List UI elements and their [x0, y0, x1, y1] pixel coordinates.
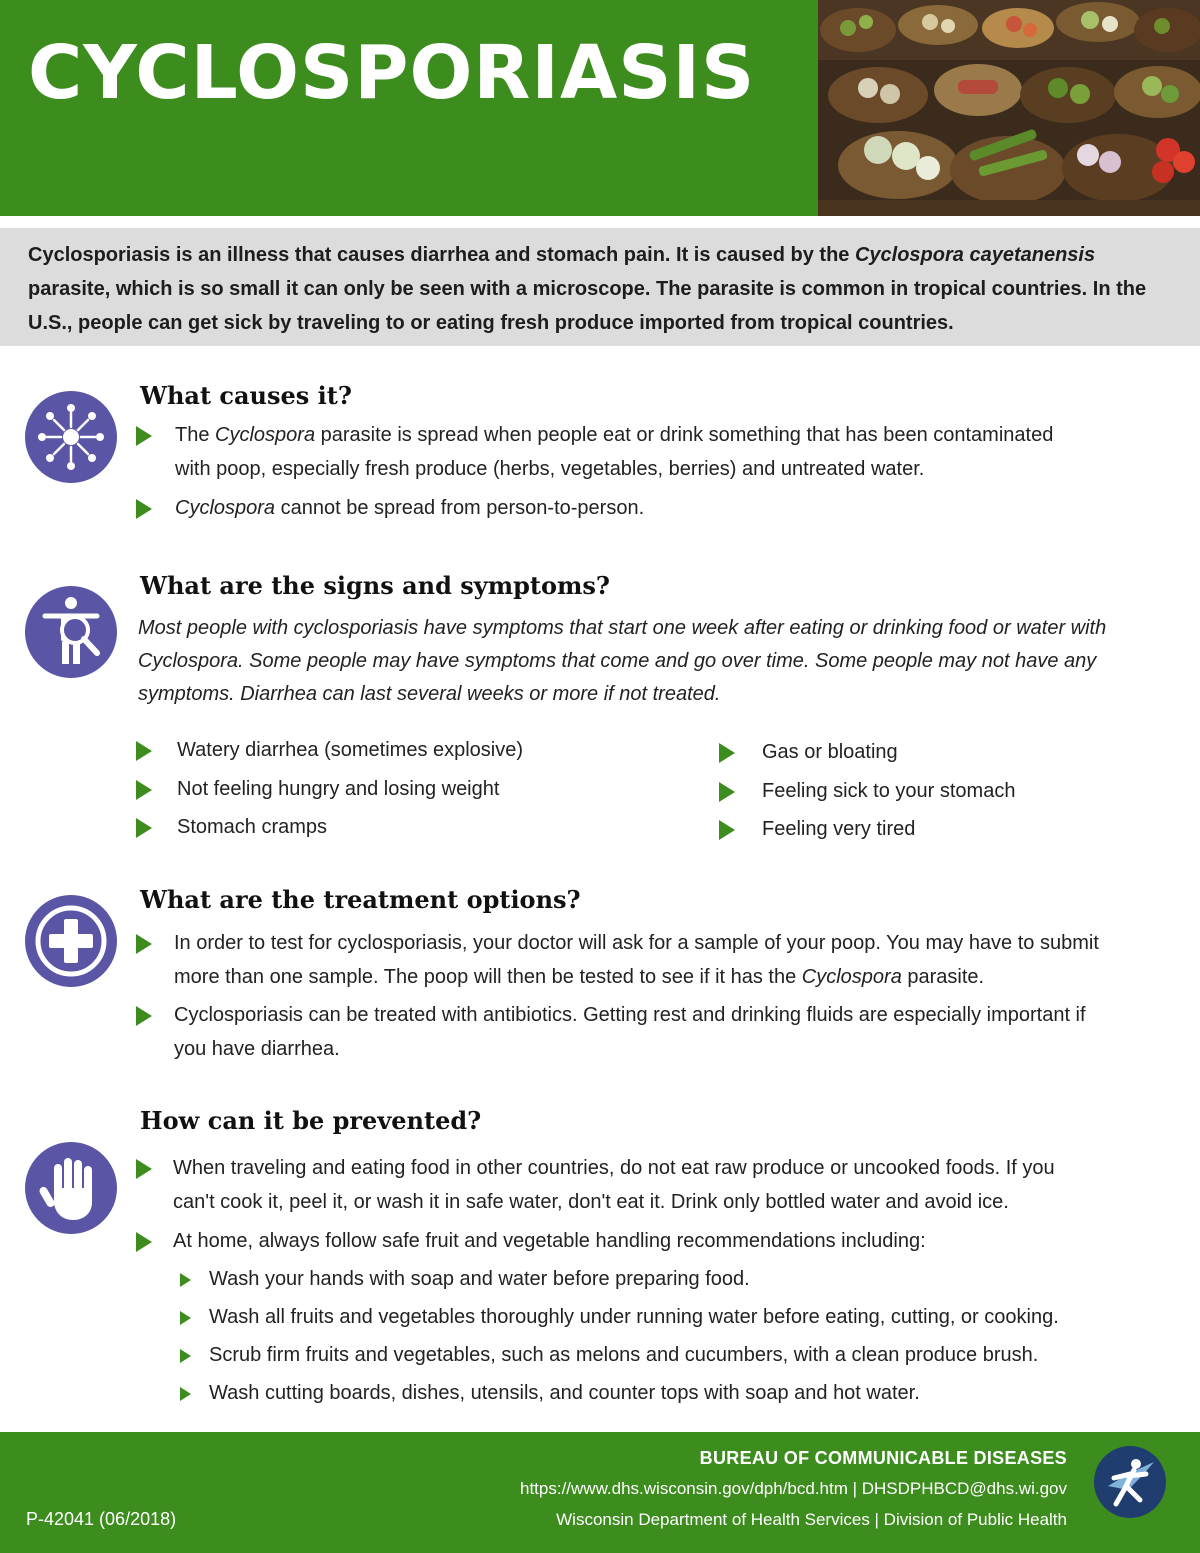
footer [0, 1432, 1200, 1553]
publication-number: P-42041 (06/2018) [26, 1509, 177, 1529]
list-item [719, 774, 1179, 808]
list-item [136, 1224, 1186, 1258]
list-item-text: Not feeling hungry and losing weight [177, 778, 500, 800]
intro-text-part2: parasite, which is so small it can only be seen with a microscope. The parasite is common in tropical countries. In the U.S., people can get sick by traveling to or eating fresh produce imported from tropical countries. [28, 278, 1147, 334]
list-item-text: Feeling very tired [762, 818, 916, 840]
sub-list-item [180, 1338, 1180, 1372]
footer-bureau: BUREAU OF COMMUNICABLE DISEASES [699, 1448, 1067, 1468]
list-item [136, 491, 1186, 525]
intro-band [0, 228, 1200, 346]
bullet-arrow-icon [136, 818, 152, 838]
list-item-text: Cyclosporiasis can be treated with antibiotics. Getting rest and drinking fluids are especially important if you have diarrhea. [174, 1004, 1086, 1060]
header-title-panel [0, 0, 818, 216]
intro-text-italic: Cyclospora cayetanensis [854, 244, 1096, 266]
intro-text-part1: Cyclosporiasis is an illness that causes diarrhea and stomach pain. It is caused by the [28, 244, 855, 266]
bullet-arrow-icon [136, 1159, 152, 1179]
list-item [719, 812, 1179, 846]
sub-list-item [180, 1262, 1180, 1296]
list-item [136, 810, 676, 844]
bullet-arrow-icon [719, 820, 735, 840]
intro-text [28, 238, 1174, 340]
footer-department: Wisconsin Department of Health Services | Division of Public Health [556, 1510, 1067, 1529]
bullet-arrow-icon [136, 499, 152, 519]
list-item [136, 772, 676, 806]
produce-photo [818, 0, 1200, 216]
sub-list-item-text: Wash cutting boards, dishes, utensils, and counter tops with soap and hot water. [209, 1382, 920, 1404]
bullet-arrow-icon [136, 426, 152, 446]
symptoms-intro: Most people with cyclosporiasis have symptoms that start one week after eating or drinking food or water with Cyclospora. Some people may have symptoms that come and go over time. Some people may not have any symptoms. Diarrhea can last several weeks or more if not treated. [138, 617, 1107, 705]
page-title: CYCLOSPORIASIS [28, 30, 756, 116]
bullet-arrow-icon [136, 741, 152, 761]
bullet-arrow-icon [180, 1311, 191, 1325]
list-item-text: At home, always follow safe fruit and vegetable handling recommendations including: [173, 1230, 926, 1252]
list-item [719, 735, 1179, 769]
list-item-text: When traveling and eating food in other countries, do not eat raw produce or uncooked foods. If you can't cook it, peel it, or wash it in safe water, don't eat it. Drink only bottled water and avoid ice. [173, 1157, 1055, 1213]
sub-list-item-text: Wash your hands with soap and water before preparing food. [209, 1268, 750, 1290]
sub-list-item [180, 1376, 1180, 1410]
list-item [136, 733, 676, 767]
stop-hand-icon [25, 1142, 117, 1234]
bullet-arrow-icon [180, 1273, 191, 1287]
bullet-arrow-icon [136, 1232, 152, 1252]
bullet-arrow-icon [180, 1349, 191, 1363]
medical-cross-icon [25, 895, 117, 987]
list-item-text: Watery diarrhea (sometimes explosive) [177, 739, 524, 761]
bullet-arrow-icon [136, 780, 152, 800]
germ-spread-icon [25, 391, 117, 483]
wisconsin-dhs-logo-icon [1094, 1446, 1166, 1518]
list-item-text: Stomach cramps [177, 816, 328, 838]
list-item-text: Gas or bloating [762, 741, 898, 763]
sub-list-item [180, 1300, 1180, 1334]
bullet-arrow-icon [719, 782, 735, 802]
produce-market-image [818, 0, 1200, 216]
section-title-causes: What causes it? [140, 381, 352, 410]
section-title-prevention: How can it be prevented? [140, 1106, 482, 1135]
bullet-arrow-icon [136, 1006, 152, 1026]
list-item [136, 998, 1191, 1068]
footer-contact-link[interactable]: https://www.dhs.wisconsin.gov/dph/bcd.htm | DHSDPHBCD@dhs.wi.gov [520, 1479, 1067, 1498]
list-item [136, 926, 1191, 996]
list-item [136, 418, 1186, 488]
list-item-text: The Cyclospora parasite is spread when people eat or drink something that has been contaminated with poop, especially fresh produce (herbs, vegetables, berries) and untreated water. [175, 424, 1054, 480]
section-title-treatment: What are the treatment options? [140, 885, 581, 914]
bullet-arrow-icon [719, 743, 735, 763]
body-magnifier-icon [25, 586, 117, 678]
bullet-arrow-icon [180, 1387, 191, 1401]
list-item [136, 1151, 1186, 1221]
list-item-text: Feeling sick to your stomach [762, 780, 1016, 802]
sub-list-item-text: Wash all fruits and vegetables thoroughly under running water before eating, cutting, or cooking. [209, 1306, 1059, 1328]
sub-list-item-text: Scrub firm fruits and vegetables, such as melons and cucumbers, with a clean produce brush. [209, 1344, 1039, 1366]
list-item-text: Cyclospora cannot be spread from person-to-person. [175, 497, 645, 519]
header [0, 0, 1200, 216]
list-item-text: In order to test for cyclosporiasis, your doctor will ask for a sample of your poop. You may have to submit more than one sample. The poop will then be tested to see if it has the Cyclospora parasite. [174, 932, 1099, 988]
bullet-arrow-icon [136, 934, 152, 954]
section-title-symptoms: What are the signs and symptoms? [140, 571, 610, 600]
